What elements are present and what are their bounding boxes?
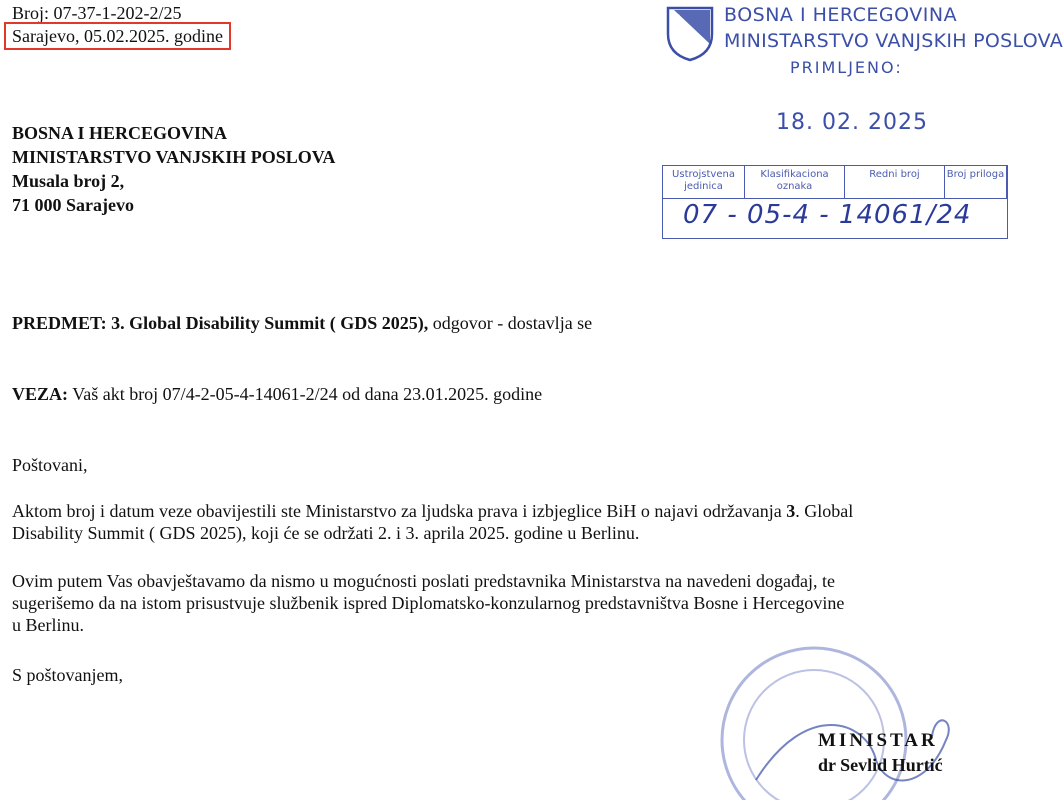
closing: S poštovanjem, — [12, 665, 123, 685]
coat-of-arms-icon — [664, 4, 716, 62]
addressee-country: BOSNA I HERCEGOVINA — [12, 123, 228, 143]
paragraph-2-line-2: sugerišemo da na istom prisustvuje službenik ispred Diplomatsko-konzularnog predstavništva Bosne i Hercegovine — [12, 593, 845, 613]
reference-label: VEZA: — [12, 384, 69, 404]
signature-title: MINISTAR — [818, 730, 938, 751]
stamp-table-divider — [663, 198, 1007, 199]
official-seal-icon — [696, 640, 956, 800]
subject-title: 3. Global Disability Summit ( GDS 2025), — [111, 313, 429, 333]
paragraph-2-line-1: Ovim putem Vas obavještavamo da nismo u mogućnosti poslati predstavnika Ministarstva na navedeni događaj, te — [12, 571, 836, 591]
document-number: Broj: 07-37-1-202-2/25 — [12, 3, 182, 23]
stamp-col-number: Redni broj — [845, 166, 945, 198]
stamp-handwritten-number: 07 - 05-4 - 14061/24 — [683, 200, 972, 230]
reference-line — [12, 383, 542, 405]
stamp-col-class: Klasifikaciona oznaka — [745, 166, 845, 198]
paragraph-2-line-3: u Berlinu. — [12, 615, 84, 635]
stamp-registry-table — [662, 165, 1008, 239]
paragraph-1-line-2: Disability Summit ( GDS 2025), koji će se održati 2. i 3. aprila 2025. godine u Berlinu. — [12, 523, 640, 543]
addressee-street: Musala broj 2, — [12, 171, 125, 191]
subject-label: PREDMET: — [12, 313, 107, 333]
stamp-received-label: PRIMLJENO: — [790, 58, 903, 77]
stamp-received-date: 18. 02. 2025 — [776, 110, 928, 135]
addressee-ministry: MINISTARSTVO VANJSKIH POSLOVA — [12, 147, 336, 167]
p1-text-bold: 3 — [786, 501, 796, 521]
stamp-col-unit: Ustrojstvena jedinica — [663, 166, 745, 198]
stamp-ministry: MINISTARSTVO VANJSKIH POSLOVA — [724, 30, 1063, 52]
paragraph-1-line-1 — [12, 500, 853, 522]
p1-text-a: Aktom broj i datum veze obavijestili ste Ministarstvo za ljudska prava i izbjeglice BiH o najavi održavanja — [12, 501, 787, 521]
reference-text: Vaš akt broj 07/4-2-05-4-14061-2/24 od dana 23.01.2025. godine — [72, 384, 543, 404]
stamp-country: BOSNA I HERCEGOVINA — [724, 4, 958, 26]
subject-rest: odgovor - dostavlja se — [432, 313, 593, 333]
p1-text-c: . Global — [795, 501, 854, 521]
stamp-col-attachments: Broj priloga — [945, 166, 1007, 198]
place-date-highlighted: Sarajevo, 05.02.2025. godine — [4, 22, 231, 50]
subject-line — [12, 312, 592, 334]
addressee-city: 71 000 Sarajevo — [12, 195, 134, 215]
signature-name: dr Sevlid Hurtić — [818, 755, 943, 775]
greeting: Poštovani, — [12, 455, 88, 475]
